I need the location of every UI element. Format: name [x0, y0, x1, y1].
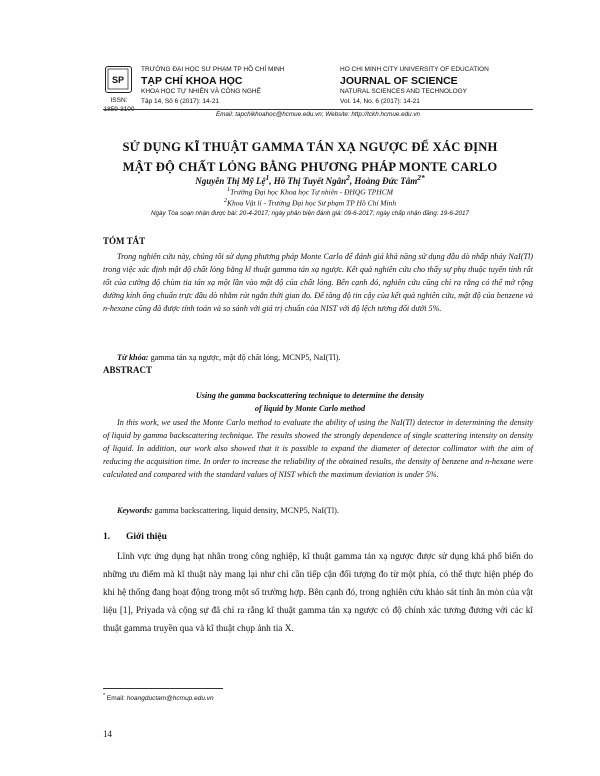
header-right [340, 65, 540, 107]
affiliation-1-sup: 1 [227, 186, 231, 193]
header-left-volume: Tập 14, Số 6 (2017): 14-21 [141, 98, 220, 105]
abstract-heading: ABSTRACT [103, 365, 153, 375]
journal-logo-icon [106, 67, 130, 91]
section-1-body: Lĩnh vực ứng dụng hạt nhân trong công nghiệp, kĩ thuật gamma tán xạ ngược được sử dụng khá phổ biến do những ưu điểm mà kĩ thuật này mang lại như chỉ cần tiếp cận đối tượng đo từ một phía, có thể thực hiện phép đo khi hệ thống đang hoạt động trong một số trường hợp. Bên cạnh đó, trong nghiên cứu khảo sát tính ăn mòn của vật liệu [1], Priyada và cộng sự đã chỉ ra rằng kĩ thuật gamma tán xạ ngược có độ chính xác tương đương với các kĩ thuật gamma truyền qua và kĩ thuật chụp ảnh tia X. [103, 552, 533, 634]
journal-logo [105, 66, 132, 93]
affiliation-2-text: Khoa Vật lí - Trường Đại học Sư phạm TP Hồ Chí Minh [226, 198, 397, 208]
abstract-body: In this work, we used the Monte Carlo method to evaluate the ability of using the NaI(Tl) detector in determining the density of liquid by gamma backscattering technique. The results showed the strongly dependence of single scattering intensity on density of liquid. In addition, our work also showed that it is possible to expand the diameter of detector collimator with the aim of reducing the acquisition time. In order to increase the reliability of the obtained results, the density of benzene and n-hexane were calculated and compared with the standard values of NIST which the maximum deviation is under 5%. [103, 418, 533, 479]
english-title-line2: of liquid by Monte Carlo method [254, 404, 366, 413]
header-left-university: TRƯỜNG ĐẠI HỌC SƯ PHẠM TP HỒ CHÍ MINH [141, 66, 285, 73]
author-1: Nguyễn Thị Mỹ Lệ [195, 176, 266, 186]
header-right-journal: JOURNAL OF SCIENCE [340, 75, 458, 87]
header-divider [103, 109, 533, 110]
paper-title-line2: MẬT ĐỘ CHẤT LỎNG BẰNG PHƯƠNG PHÁP MONTE CARLO [122, 160, 498, 174]
footnote [103, 693, 214, 702]
author-2: Hồ Thị Tuyết Ngân [273, 176, 347, 186]
footnote-email: hoangductam@hcmup.edu.vn [126, 695, 214, 703]
section-1-number: 1. [103, 532, 111, 542]
affiliation-2-sup: 2 [223, 197, 227, 204]
footnote-marker: * [103, 693, 106, 699]
page-number: 14 [103, 729, 112, 739]
abstract-keywords-label: Keywords: [117, 506, 153, 515]
author-2-sup: 2 [346, 173, 350, 182]
paper-title [90, 137, 530, 177]
footnote-divider [103, 688, 223, 689]
affiliation-1 [90, 186, 530, 197]
tomtat-body: Trong nghiên cứu này, chúng tôi sử dụng phương pháp Monte Carlo để đánh giá khả năng sử dụng đầu dò nhấp nháy NaI(Tl) trong việc xác định mật độ chất lỏng bằng kĩ thuật gamma tán xạ ngược. Kết quả nghiên cứu cho thấy sự phụ thuộc tuyến tính rất tốt của cường độ chùm tia tán xạ một lần vào mật độ của chất lỏng. Bên cạnh đó, nghiên cứu cũng chỉ ra rằng có thể mở rộng đường kính ống chuẩn trực đầu dò nhằm rút ngắn thời gian đo. Để tăng độ tin cậy của kết quả nghiên cứu, mật độ của benzene và n-hexane cũng đã được tính toán và so sánh với giá trị chuẩn của NIST với độ lệch tương đối dưới 5%. [103, 252, 533, 313]
header-right-university: HO CHI MINH CITY UNIVERSITY OF EDUCATION [340, 66, 489, 73]
abstract-keywords-text: gamma backscattering, liquid density, MCNP5, NaI(Tl). [154, 506, 339, 515]
header-right-section: NATURAL SCIENCES AND TECHNOLOGY [340, 88, 468, 95]
affiliation-1-text: Trường Đại học Khoa học Tự nhiên - ĐHQG TPHCM [230, 187, 393, 197]
tomtat-heading: TÓM TẮT [103, 236, 146, 246]
footnote-label: Email: [106, 695, 125, 703]
author-list: Nguyễn Thị Mỹ Lệ$^1$, Hồ Thị Tuyết Ngân$^2$, Hoàng Đức Tâm$^{2*}$ [195, 173, 425, 186]
header-left-journal: TẠP CHÍ KHOA HỌC [141, 75, 243, 87]
issn-label: ISSN: [110, 97, 128, 104]
header-email-line: Email: tapchikhoahoc@hcmue.edu.vn; Website: http://tckh.hcmue.edu.vn [215, 111, 421, 118]
header-left [141, 65, 341, 107]
author-3: Hoàng Đức Tâm [354, 176, 418, 186]
tomtat-keywords-label: Từ khóa: [117, 353, 149, 362]
author-1-sup: 1 [265, 173, 270, 182]
header-right-volume: Vol. 14, No. 6 (2017): 14-21 [340, 98, 420, 105]
header-left-section: KHOA HỌC TỰ NHIÊN VÀ CÔNG NGHỆ [141, 88, 261, 95]
affiliation-2 [90, 197, 530, 208]
english-title [90, 389, 530, 415]
tomtat-keywords-text: gamma tán xạ ngược, mật độ chất lỏng, MCNP5, NaI(Tl). [150, 353, 341, 362]
logo-text: SP [111, 75, 125, 85]
tomtat-keywords [117, 351, 533, 364]
section-1-heading: Giới thiệu [126, 532, 167, 542]
english-title-line1: Using the gamma backscattering technique to determine the density [195, 391, 425, 400]
paper-title-line1: SỬ DỤNG KĨ THUẬT GAMMA TÁN XẠ NGƯỢC ĐỂ XÁC ĐỊNH [122, 140, 498, 154]
author-3-sup: 2* [417, 173, 425, 182]
abstract-keywords [117, 504, 533, 517]
submission-dates: Ngày Tòa soạn nhận được bài: 20-4-2017; ngày phản biện đánh giá: 09-6-2017; ngày chấp nhận đăng: 19-6-2017 [151, 210, 469, 217]
